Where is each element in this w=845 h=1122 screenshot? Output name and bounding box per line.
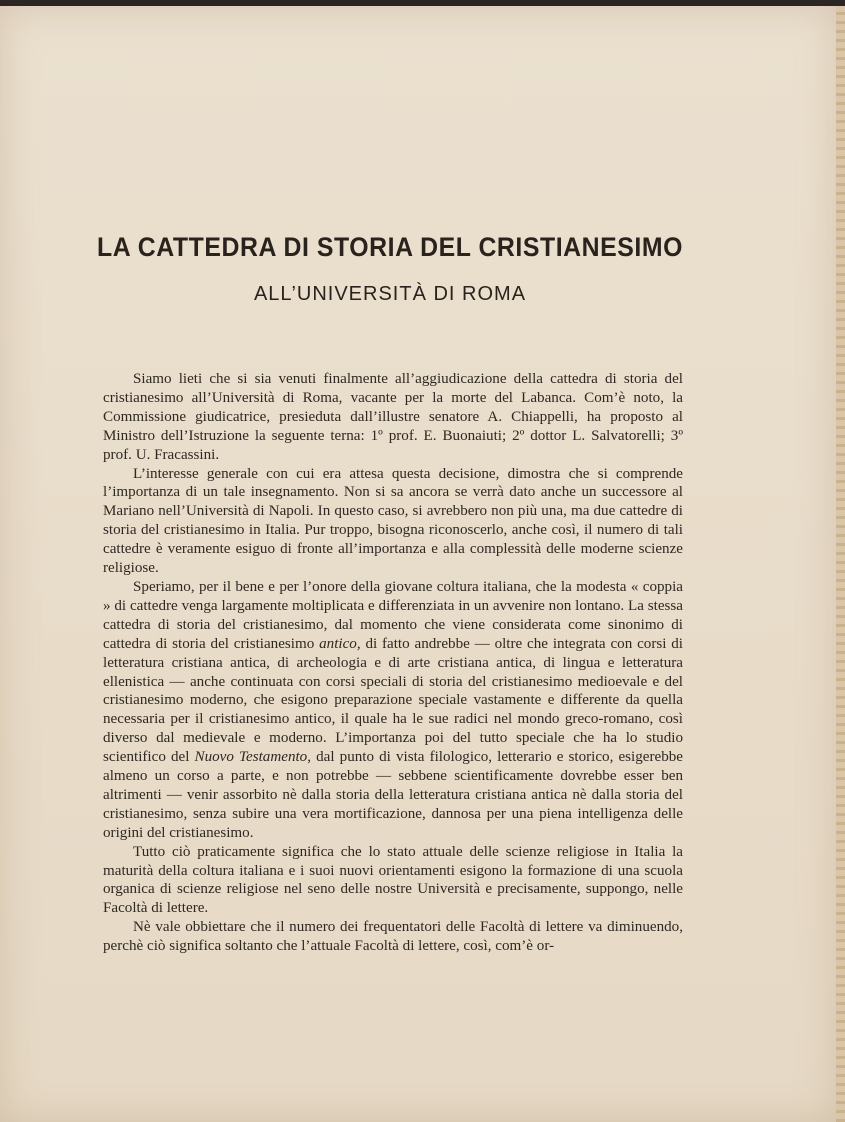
- paragraph-1: Siamo lieti che si sia venuti finalmente all’aggiudicazione della cattedra di storia del cristianesimo all’Università di Roma, vacante per la morte del Labanca. Com’è noto, la Commissione giudicatrice, presieduta dall’illustre senatore A. Chiappelli, ha proposto al Ministro dell’Istruzione la seguente terna: 1º prof. E. Buonaiuti; 2º dottor L. Salvatorelli; 3º prof. U. Fracassini.: [103, 371, 683, 463]
- paragraph-3-part3: , dal punto di vista filologico, letterario e storico, esigerebbe almeno un corso a parte, e non potrebbe — sebbene scientificamente dovrebbe esser ben altrimenti — venir assorbito nè dalla storia della letteratura cristiana antica nè dalla storia del cristianesimo, senza subire una vera mortificazione, dannosa per una piena intelligenza delle origini del cristianesimo.: [103, 749, 683, 841]
- paragraph-5: Nè vale obbiettare che il numero dei frequentatori delle Facoltà di lettere va diminuendo, perchè ciò significa soltanto che l’attuale Facoltà di lettere, così, com’è or-: [103, 919, 683, 955]
- paragraph-4: Tutto ciò praticamente significa che lo stato attuale delle scienze religiose in Italia la maturità della coltura italiana e i suoi nuovi orientamenti esigono la formazione di una scuola organica di scienze religiose nel seno delle nostre Università e precisamente, suppongo, nelle Facoltà di lettere.: [103, 843, 683, 917]
- paragraph-3-italic-nuovo-testamento: Nuovo Testamento: [194, 749, 308, 766]
- paragraph-2: L’interesse generale con cui era attesa questa decisione, dimostra che si comprende l’importanza di un tale insegnamento. Non si sa ancora se verrà dato anche un successore al Mariano nell’Università di Napoli. In questo caso, si avrebbero non più una, ma due cattedre di storia del cristianesimo in Italia. Pur troppo, bisogna riconoscerlo, anche così, il numero di tali cattedre è veramente esiguo di fronte all’importanza e alla complessità delle moderne scienze religiose.: [103, 465, 683, 577]
- paragraph-3-part2: , di fatto andrebbe — oltre che integrata con corsi di letteratura cristiana antica, di archeologia e di arte cristiana antica, di lingua e letteratura ellenistica — anche continuata con corsi speciali di storia del cristianesimo medioevale e del cristianesimo moderno, che esigono preparazione speciale vastamente e differente da quella necessaria per il cristianesimo antico, il quale ha le sue radici nel mondo greco-romano, così diverso dal medievale e moderno. L’importanza poi del tutto speciale che ha lo studio scientifico del: [103, 635, 683, 766]
- paragraph-3-italic-antico: antico: [319, 635, 357, 652]
- article-subtitle: ALL’UNIVERSITÀ DI ROMA: [253, 283, 527, 305]
- paragraph-3: [103, 578, 683, 843]
- article-title: LA CATTEDRA DI STORIA DEL CRISTIANESIMO: [97, 232, 683, 262]
- article-body: [103, 370, 683, 956]
- paragraph-3-part1: Speriamo, per il bene e per l’onore della giovane coltura italiana, che la modesta « coppia » di cattedre venga largamente moltiplicata e differenziata in un avvenire non lontano. La stessa cattedra di storia del cristianesimo, dal momento che viene considerata come sinonimo di cattedra di storia del cristianesimo: [103, 578, 683, 652]
- page-edge: [836, 6, 845, 1122]
